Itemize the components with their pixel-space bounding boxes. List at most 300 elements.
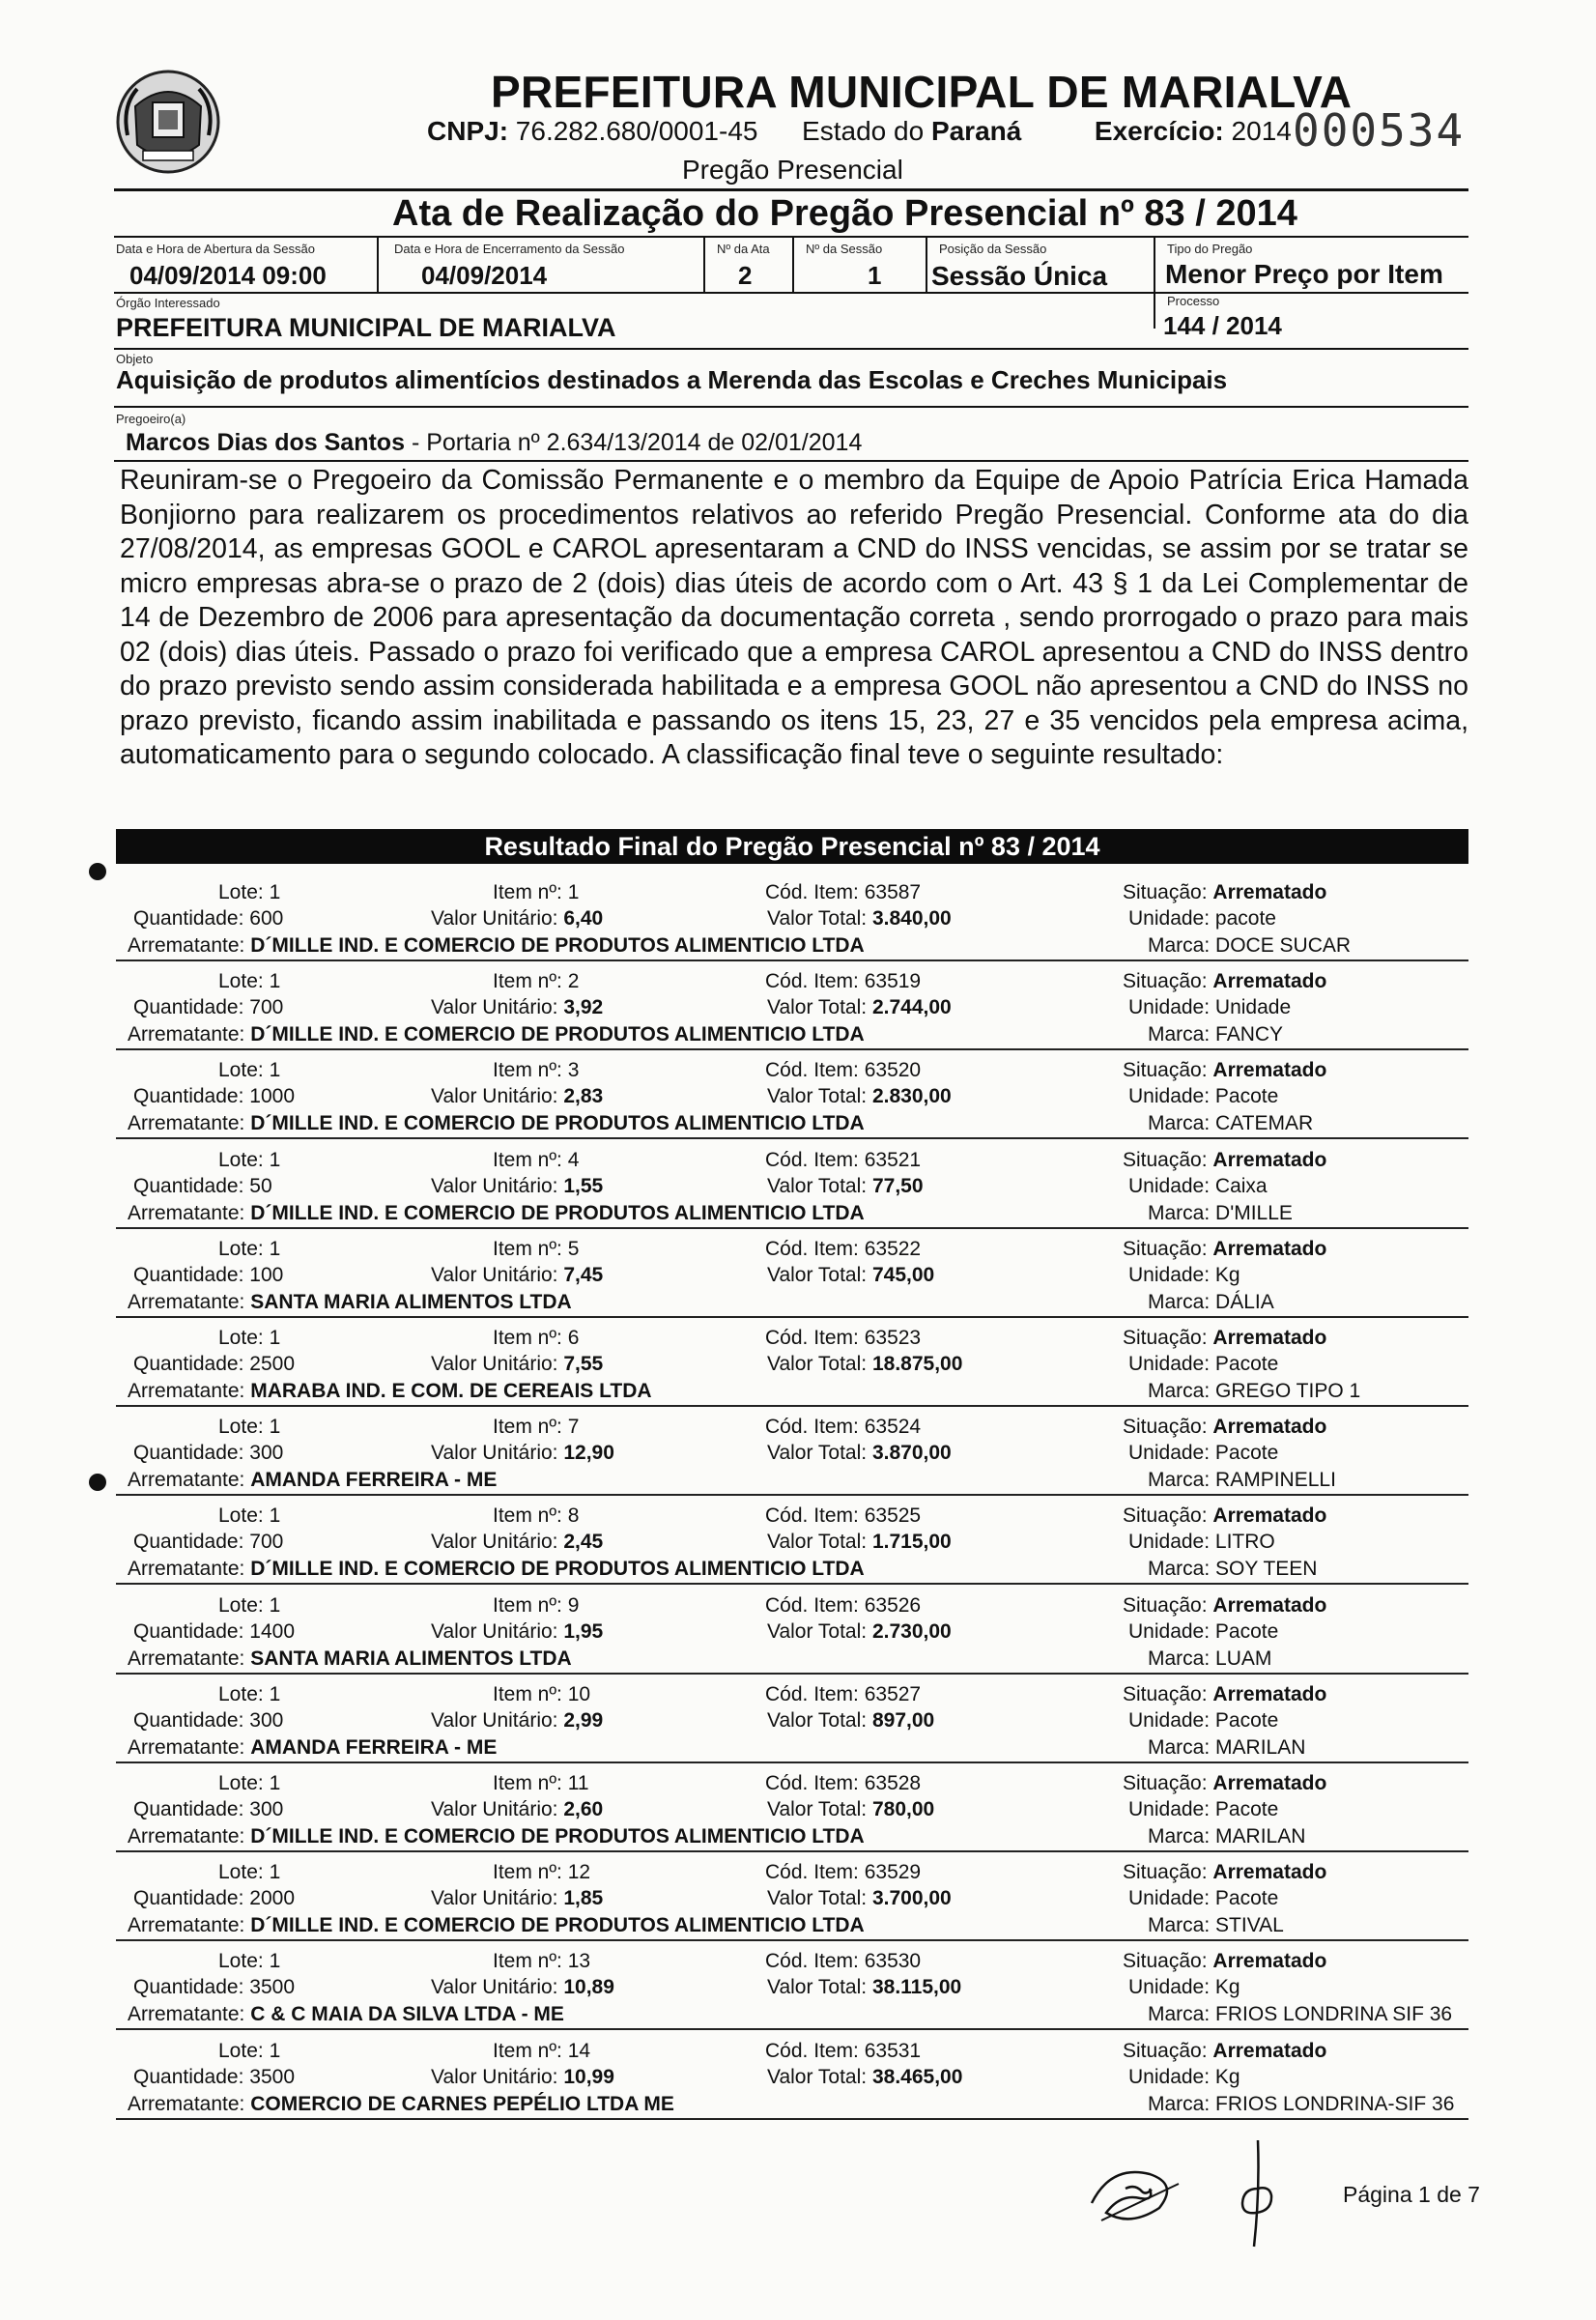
- arrematante-value: D´MILLE IND. E COMERCIO DE PRODUTOS ALIMENTICIO LTDA: [250, 1201, 865, 1224]
- arrematante-field: [128, 1380, 652, 1403]
- valor-total-value: 38.115,00: [871, 1976, 962, 1999]
- valor-unitario-value: 1,85: [563, 1887, 604, 1910]
- item-label: Item nº:: [493, 1504, 562, 1528]
- unidade-field: [1128, 1353, 1278, 1376]
- situacao-label: Situação:: [1123, 1327, 1208, 1349]
- lote-field: [218, 1594, 280, 1618]
- unidade-value: Kg: [1214, 2065, 1240, 2088]
- marca-field: [1148, 1291, 1274, 1314]
- item-label: Item nº:: [493, 1237, 562, 1260]
- arrematante-label: Arrematante:: [128, 934, 245, 957]
- situacao-field: [1123, 2040, 1326, 2063]
- quantidade-value: 3500: [249, 1976, 295, 1999]
- valor-total-value: 3.840,00: [871, 907, 952, 930]
- cod-item-label: Cód. Item:: [765, 1327, 859, 1349]
- unidade-label: Unidade:: [1128, 1619, 1211, 1643]
- grid-divider: [926, 238, 927, 292]
- valor-total-label: Valor Total:: [767, 1708, 868, 1732]
- marca-value: DÁLIA: [1215, 1290, 1274, 1313]
- unidade-label: Unidade:: [1128, 2065, 1211, 2088]
- posicao-value: Sessão Única: [931, 261, 1108, 291]
- marca-label: Marca:: [1148, 1735, 1211, 1759]
- marca-value: GREGO TIPO 1: [1215, 1380, 1361, 1402]
- header-info-line: [427, 116, 1292, 147]
- unidade-field: [1128, 1887, 1278, 1910]
- page-number: Página 1 de 7: [1343, 2182, 1480, 2207]
- quantidade-label: Quantidade:: [133, 1174, 244, 1197]
- marca-field: [1148, 1914, 1284, 1937]
- marca-value: LUAM: [1215, 1647, 1272, 1670]
- municipal-crest-icon: [114, 68, 222, 176]
- quantidade-field: [133, 1264, 283, 1287]
- exercicio-label: Exercício:: [1094, 116, 1224, 146]
- marca-field: [1148, 1736, 1305, 1760]
- arrematante-label: Arrematante:: [128, 2003, 245, 2026]
- valor-unitario-label: Valor Unitário:: [431, 1174, 558, 1197]
- situacao-label: Situação:: [1123, 970, 1208, 993]
- cod-item-field: [765, 1416, 921, 1439]
- result-record: [116, 1238, 1468, 1327]
- valor-total-field: [767, 1620, 952, 1644]
- marca-field: [1148, 2093, 1454, 2116]
- arrematante-label: Arrematante:: [128, 2092, 245, 2115]
- valor-total-value: 2.744,00: [871, 996, 952, 1019]
- arrematante-field: [128, 934, 865, 958]
- unidade-field: [1128, 2066, 1240, 2089]
- result-record: [116, 1772, 1468, 1861]
- quantidade-value: 700: [249, 996, 284, 1019]
- situacao-value: Arrematado: [1212, 1327, 1327, 1349]
- lote-value: 1: [269, 1504, 281, 1528]
- sessao-number-value: 1: [868, 261, 882, 290]
- valor-total-field: [767, 1442, 952, 1465]
- arrematante-value: D´MILLE IND. E COMERCIO DE PRODUTOS ALIMENTICIO LTDA: [250, 1825, 865, 1847]
- session-rule-mid: [114, 292, 1468, 294]
- item-value: 13: [567, 1950, 591, 1973]
- item-label: Item nº:: [493, 1950, 562, 1973]
- valor-total-field: [767, 1353, 962, 1376]
- arrematante-label: Arrematante:: [128, 1825, 245, 1847]
- cod-item-label: Cód. Item:: [765, 1772, 859, 1794]
- situacao-value: Arrematado: [1212, 1416, 1327, 1439]
- valor-unitario-field: [431, 996, 603, 1019]
- lote-label: Lote:: [218, 1593, 264, 1617]
- arrematante-field: [128, 2093, 674, 2116]
- valor-total-value: 2.830,00: [871, 1085, 952, 1108]
- item-label: Item nº:: [493, 1327, 562, 1349]
- valor-unitario-field: [431, 907, 603, 931]
- quantidade-field: [133, 907, 283, 931]
- unidade-field: [1128, 1620, 1278, 1644]
- lote-value: 1: [269, 1682, 281, 1705]
- unidade-value: Pacote: [1214, 1085, 1279, 1108]
- cod-item-field: [765, 1683, 921, 1706]
- marca-label: Marca:: [1148, 1290, 1211, 1313]
- arrematante-label: Arrematante:: [128, 1558, 245, 1581]
- quantidade-label: Quantidade:: [133, 996, 244, 1019]
- lote-value: 1: [269, 1237, 281, 1260]
- valor-unitario-label: Valor Unitário:: [431, 1619, 558, 1643]
- cod-item-label: Cód. Item:: [765, 1148, 859, 1171]
- estado-value: Paraná: [930, 116, 1022, 146]
- valor-total-field: [767, 1709, 934, 1733]
- item-value: 14: [567, 2039, 591, 2062]
- arrematante-label: Arrematante:: [128, 1112, 245, 1135]
- situacao-label: Situação:: [1123, 1861, 1208, 1884]
- valor-unitario-field: [431, 1620, 603, 1644]
- marca-value: FANCY: [1215, 1023, 1284, 1046]
- valor-unitario-label: Valor Unitário:: [431, 1887, 558, 1910]
- quantidade-value: 100: [249, 1263, 284, 1286]
- record-divider: [116, 1583, 1468, 1585]
- quantidade-label: Quantidade:: [133, 1353, 244, 1375]
- result-record: [116, 970, 1468, 1059]
- cod-item-value: 63587: [864, 881, 922, 903]
- unidade-label: Unidade:: [1128, 1174, 1211, 1197]
- situacao-value: Arrematado: [1212, 1861, 1327, 1884]
- lote-label: Lote:: [218, 1682, 264, 1705]
- tipo-label: Tipo do Pregão: [1167, 242, 1253, 256]
- quantidade-value: 3500: [249, 2065, 295, 2088]
- item-label: Item nº:: [493, 881, 562, 903]
- unidade-value: Pacote: [1214, 1442, 1279, 1465]
- quantidade-label: Quantidade:: [133, 1619, 244, 1643]
- quantidade-value: 300: [249, 1798, 284, 1820]
- quantidade-label: Quantidade:: [133, 907, 244, 930]
- lote-field: [218, 1238, 280, 1261]
- valor-total-value: 745,00: [871, 1263, 935, 1286]
- valor-total-value: 77,50: [871, 1174, 924, 1197]
- cnpj-label: CNPJ:: [427, 116, 509, 146]
- cod-item-field: [765, 2040, 921, 2063]
- body-text: Reuniram-se o Pregoeiro da Comissão Permanente e o membro da Equipe de Apoio Patrícia Erica Hamada Bonjiorno para realizarem os procedimentos relativos ao referido Pregão Presencial. Conforme ata do dia 27/08/2014, as empresas GOOL e CAROL apresentaram a CND do INSS vencidas, se assim por se tratar se micro empresas abra-se o prazo de 2 (dois) dias úteis de acordo com o Art. 43 § 1 da Lei Complementar de 14 de Dezembro de 2006 para apresentação da documentação correta , sendo prorrogado o prazo para mais 02 (dois) dias úteis. Passado o prazo foi verificado que a empresa CAROL apresentou a CND do INSS dentro do prazo previsto sendo assim considerada habilitada e a empresa GOOL não apresentou a CND do INSS no prazo previsto, ficando assim inabilitada e passando os itens 15, 23, 27 e 35 vencidos pela empresa acima, automaticamento para o segundo colocado. A classificação final teve o seguinte resultado:: [120, 465, 1468, 770]
- arrematante-value: D´MILLE IND. E COMERCIO DE PRODUTOS ALIMENTICIO LTDA: [250, 1914, 865, 1937]
- valor-unitario-field: [431, 2066, 614, 2089]
- valor-unitario-value: 1,55: [563, 1174, 604, 1197]
- unidade-label: Unidade:: [1128, 996, 1211, 1019]
- unidade-field: [1128, 996, 1291, 1019]
- quantidade-label: Quantidade:: [133, 1085, 244, 1108]
- situacao-field: [1123, 1149, 1326, 1172]
- cod-item-value: 63521: [864, 1148, 922, 1171]
- lote-value: 1: [269, 1593, 281, 1617]
- unidade-label: Unidade:: [1128, 1531, 1211, 1554]
- valor-total-value: 897,00: [871, 1708, 935, 1732]
- situacao-label: Situação:: [1123, 1772, 1208, 1794]
- valor-unitario-value: 2,60: [563, 1798, 604, 1820]
- situacao-field: [1123, 1594, 1326, 1618]
- quantidade-field: [133, 1976, 295, 1999]
- unidade-label: Unidade:: [1128, 1976, 1211, 1999]
- unidade-label: Unidade:: [1128, 1353, 1211, 1375]
- quantidade-field: [133, 1175, 272, 1198]
- item-field: [493, 1238, 579, 1261]
- unidade-value: Kg: [1214, 1263, 1240, 1286]
- quantidade-label: Quantidade:: [133, 1263, 244, 1286]
- valor-unitario-value: 1,95: [563, 1619, 604, 1643]
- arrematante-value: C & C MAIA DA SILVA LTDA - ME: [250, 2003, 564, 2026]
- lote-value: 1: [269, 1861, 281, 1884]
- valor-unitario-field: [431, 1442, 614, 1465]
- unidade-value: pacote: [1214, 907, 1276, 930]
- posicao-label: Posição da Sessão: [939, 242, 1047, 256]
- situacao-label: Situação:: [1123, 1059, 1208, 1082]
- cod-item-field: [765, 1238, 921, 1261]
- cod-item-label: Cód. Item:: [765, 1861, 859, 1884]
- arrematante-field: [128, 1647, 572, 1671]
- marca-label: Marca:: [1148, 1647, 1211, 1670]
- lote-label: Lote:: [218, 1950, 264, 1973]
- record-divider: [116, 1137, 1468, 1139]
- item-value: 11: [567, 1772, 589, 1794]
- cod-item-field: [765, 1059, 921, 1082]
- cod-item-field: [765, 1594, 921, 1618]
- result-record: [116, 881, 1468, 970]
- cod-item-label: Cód. Item:: [765, 2039, 859, 2062]
- item-label: Item nº:: [493, 1059, 562, 1082]
- arrematante-label: Arrematante:: [128, 1735, 245, 1759]
- marca-label: Marca:: [1148, 1112, 1211, 1135]
- cod-item-field: [765, 1327, 921, 1350]
- result-record: [116, 1861, 1468, 1950]
- unidade-value: LITRO: [1214, 1531, 1275, 1554]
- item-label: Item nº:: [493, 2039, 562, 2062]
- arrematante-value: MARABA IND. E COM. DE CEREAIS LTDA: [250, 1380, 652, 1402]
- arrematante-value: D´MILLE IND. E COMERCIO DE PRODUTOS ALIMENTICIO LTDA: [250, 1112, 865, 1135]
- encerramento-label: Data e Hora de Encerramento da Sessão: [394, 242, 625, 256]
- arrematante-field: [128, 1558, 865, 1581]
- marca-label: Marca:: [1148, 1825, 1211, 1847]
- valor-unitario-field: [431, 1798, 603, 1821]
- quantidade-value: 50: [249, 1174, 272, 1197]
- lote-label: Lote:: [218, 1504, 264, 1528]
- valor-unitario-field: [431, 1887, 603, 1910]
- item-field: [493, 2040, 590, 2063]
- situacao-field: [1123, 1327, 1326, 1350]
- lote-field: [218, 881, 280, 904]
- item-field: [493, 881, 579, 904]
- cod-item-value: 63530: [864, 1950, 922, 1973]
- quantidade-value: 700: [249, 1531, 284, 1554]
- arrematante-field: [128, 1112, 865, 1135]
- quantidade-label: Quantidade:: [133, 1708, 244, 1732]
- situacao-value: Arrematado: [1212, 1504, 1327, 1528]
- grid-divider: [377, 238, 379, 292]
- valor-total-field: [767, 996, 952, 1019]
- situacao-field: [1123, 970, 1326, 993]
- lote-value: 1: [269, 970, 281, 993]
- lote-field: [218, 1416, 280, 1439]
- unidade-field: [1128, 1442, 1278, 1465]
- cod-item-label: Cód. Item:: [765, 970, 859, 993]
- marca-field: [1148, 1469, 1336, 1492]
- cod-item-label: Cód. Item:: [765, 1593, 859, 1617]
- arrematante-field: [128, 1291, 572, 1314]
- estado-label: Estado do: [802, 116, 925, 146]
- lote-field: [218, 1059, 280, 1082]
- item-field: [493, 1059, 579, 1082]
- item-field: [493, 1149, 579, 1172]
- valor-total-field: [767, 1264, 934, 1287]
- unidade-value: Unidade: [1214, 996, 1292, 1019]
- lote-label: Lote:: [218, 1772, 264, 1794]
- quantidade-label: Quantidade:: [133, 1798, 244, 1820]
- cod-item-field: [765, 1861, 921, 1884]
- signature-initials: [1082, 2155, 1198, 2232]
- session-rule-top: [114, 236, 1468, 238]
- valor-unitario-label: Valor Unitário:: [431, 1708, 558, 1732]
- situacao-label: Situação:: [1123, 2039, 1208, 2062]
- valor-total-label: Valor Total:: [767, 907, 868, 930]
- valor-unitario-value: 2,83: [563, 1085, 604, 1108]
- cod-item-value: 63527: [864, 1682, 922, 1705]
- item-label: Item nº:: [493, 1772, 562, 1794]
- situacao-value: Arrematado: [1212, 1950, 1327, 1973]
- quantidade-field: [133, 1531, 283, 1554]
- sessao-number-label: Nº da Sessão: [806, 242, 883, 256]
- situacao-field: [1123, 1950, 1326, 1973]
- situacao-label: Situação:: [1123, 1504, 1208, 1528]
- arrematante-value: D´MILLE IND. E COMERCIO DE PRODUTOS ALIMENTICIO LTDA: [250, 934, 865, 957]
- lote-field: [218, 1950, 280, 1973]
- abertura-label: Data e Hora de Abertura da Sessão: [116, 242, 315, 256]
- lote-label: Lote:: [218, 970, 264, 993]
- item-value: 1: [567, 881, 580, 903]
- page-stamp-number: 000534: [1293, 104, 1466, 157]
- result-record: [116, 1327, 1468, 1416]
- lote-field: [218, 1683, 280, 1706]
- record-divider: [116, 2118, 1468, 2120]
- quantidade-label: Quantidade:: [133, 1531, 244, 1554]
- valor-unitario-value: 12,90: [563, 1442, 614, 1465]
- lote-label: Lote:: [218, 1327, 264, 1349]
- cod-item-label: Cód. Item:: [765, 1950, 859, 1973]
- cod-item-label: Cód. Item:: [765, 1682, 859, 1705]
- valor-total-value: 3.700,00: [871, 1887, 952, 1910]
- item-field: [493, 1416, 579, 1439]
- lote-value: 1: [269, 1148, 281, 1171]
- record-divider: [116, 1850, 1468, 1852]
- quantidade-field: [133, 1709, 283, 1733]
- lote-field: [218, 1861, 280, 1884]
- valor-unitario-label: Valor Unitário:: [431, 1085, 558, 1108]
- marca-field: [1148, 2003, 1452, 2026]
- record-divider: [116, 1405, 1468, 1407]
- valor-total-label: Valor Total:: [767, 1619, 868, 1643]
- session-rule-objeto: [114, 348, 1468, 350]
- marca-value: SOY TEEN: [1215, 1558, 1318, 1581]
- situacao-field: [1123, 1683, 1326, 1706]
- lote-field: [218, 1504, 280, 1528]
- cod-item-field: [765, 1772, 921, 1795]
- item-value: 6: [567, 1327, 580, 1349]
- processo-value: 144 / 2014: [1163, 311, 1282, 340]
- cod-item-value: 63528: [864, 1772, 922, 1794]
- pregoeiro-label: Pregoeiro(a): [116, 412, 186, 426]
- valor-total-field: [767, 1175, 924, 1198]
- cod-item-label: Cód. Item:: [765, 881, 859, 903]
- cod-item-field: [765, 881, 921, 904]
- valor-unitario-value: 10,99: [563, 2065, 614, 2088]
- marca-value: RAMPINELLI: [1215, 1469, 1336, 1492]
- situacao-label: Situação:: [1123, 1682, 1208, 1705]
- quantidade-field: [133, 1887, 295, 1910]
- cod-item-value: 63529: [864, 1861, 922, 1884]
- record-divider: [116, 1939, 1468, 1941]
- unidade-field: [1128, 1175, 1268, 1198]
- item-field: [493, 1772, 589, 1795]
- item-value: 3: [567, 1059, 580, 1082]
- cod-item-value: 63520: [864, 1059, 922, 1082]
- valor-unitario-field: [431, 1709, 603, 1733]
- valor-unitario-value: 6,40: [563, 907, 604, 930]
- grid-divider: [792, 238, 794, 292]
- valor-total-label: Valor Total:: [767, 1531, 868, 1554]
- valor-total-label: Valor Total:: [767, 1353, 868, 1375]
- item-value: 4: [567, 1148, 580, 1171]
- result-record: [116, 1504, 1468, 1593]
- unidade-value: Pacote: [1214, 1353, 1279, 1375]
- valor-unitario-label: Valor Unitário:: [431, 2065, 558, 2088]
- encerramento-value: 04/09/2014: [421, 261, 548, 290]
- item-label: Item nº:: [493, 1593, 562, 1617]
- grid-divider: [1154, 238, 1155, 329]
- situacao-value: Arrematado: [1212, 1059, 1327, 1082]
- marca-field: [1148, 1202, 1293, 1225]
- situacao-label: Situação:: [1123, 1950, 1208, 1973]
- marca-field: [1148, 934, 1351, 958]
- cod-item-field: [765, 1504, 921, 1528]
- quantidade-value: 300: [249, 1708, 284, 1732]
- arrematante-label: Arrematante:: [128, 1023, 245, 1046]
- unidade-value: Pacote: [1214, 1887, 1279, 1910]
- valor-total-field: [767, 2066, 962, 2089]
- marca-value: FRIOS LONDRINA-SIF 36: [1215, 2092, 1455, 2115]
- cod-item-value: 63531: [864, 2039, 922, 2062]
- situacao-value: Arrematado: [1212, 881, 1327, 903]
- marca-field: [1148, 1023, 1283, 1046]
- arrematante-label: Arrematante:: [128, 1201, 245, 1224]
- quantidade-value: 2500: [249, 1353, 295, 1375]
- item-value: 5: [567, 1237, 580, 1260]
- valor-unitario-label: Valor Unitário:: [431, 907, 558, 930]
- valor-total-field: [767, 1798, 934, 1821]
- session-rule-bottom: [114, 460, 1468, 462]
- grid-divider: [703, 238, 705, 292]
- quantidade-label: Quantidade:: [133, 1442, 244, 1465]
- quantidade-field: [133, 1085, 295, 1108]
- lote-field: [218, 970, 280, 993]
- lote-value: 1: [269, 1327, 281, 1349]
- unidade-value: Caixa: [1214, 1174, 1268, 1197]
- valor-total-label: Valor Total:: [767, 1442, 868, 1465]
- item-label: Item nº:: [493, 1416, 562, 1439]
- binder-hole-icon: [89, 863, 106, 880]
- item-value: 2: [567, 970, 580, 993]
- arrematante-value: SANTA MARIA ALIMENTOS LTDA: [250, 1647, 572, 1670]
- binder-hole-icon: [89, 1474, 106, 1491]
- record-divider: [116, 1673, 1468, 1675]
- valor-unitario-label: Valor Unitário:: [431, 996, 558, 1019]
- exercicio-value: 2014: [1231, 116, 1292, 146]
- item-value: 12: [567, 1861, 591, 1884]
- valor-total-value: 38.465,00: [871, 2065, 963, 2088]
- situacao-field: [1123, 1238, 1326, 1261]
- portaria-value: - Portaria nº 2.634/13/2014 de 02/01/2014: [411, 429, 863, 456]
- quantidade-field: [133, 996, 283, 1019]
- lote-value: 1: [269, 1059, 281, 1082]
- valor-total-field: [767, 1887, 952, 1910]
